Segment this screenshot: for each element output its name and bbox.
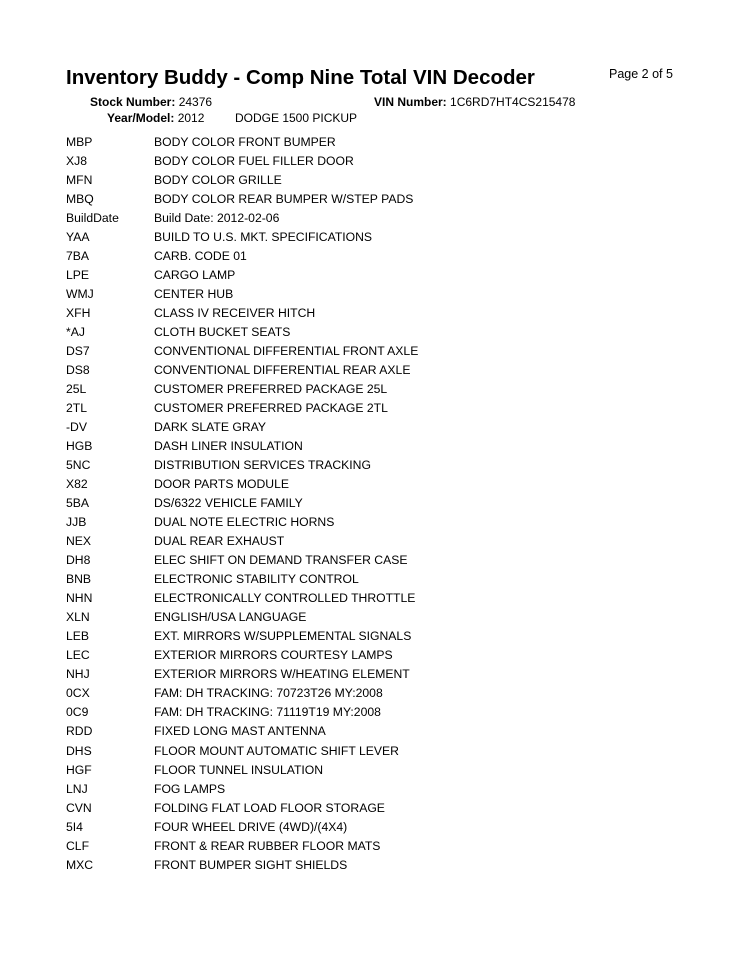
- option-code: MFN: [66, 173, 93, 188]
- option-code: LPE: [66, 268, 90, 283]
- option-description: DISTRIBUTION SERVICES TRACKING: [154, 458, 371, 473]
- option-row: [66, 475, 686, 494]
- option-description: DUAL NOTE ELECTRIC HORNS: [154, 515, 335, 530]
- option-row: [66, 742, 686, 761]
- option-code: 2TL: [66, 401, 88, 416]
- stock-number-label: Stock Number:: [90, 95, 176, 109]
- option-description: FRONT & REAR RUBBER FLOOR MATS: [154, 838, 381, 853]
- option-code: JJB: [66, 515, 87, 530]
- option-code: LEB: [66, 629, 90, 644]
- option-row: [66, 323, 686, 342]
- option-code: MBP: [66, 135, 93, 149]
- option-row: [66, 418, 686, 437]
- option-row: [66, 761, 686, 780]
- option-description: CARB. CODE 01: [154, 249, 247, 264]
- option-code: 0C9: [66, 705, 89, 720]
- option-code: MXC: [66, 857, 94, 872]
- option-code: LNJ: [66, 781, 88, 796]
- option-code: DS7: [66, 344, 90, 359]
- vin-number: [374, 95, 575, 109]
- option-description: DS/6322 VEHICLE FAMILY: [154, 496, 303, 511]
- option-description: FIXED LONG MAST ANTENNA: [154, 724, 326, 739]
- option-row: [66, 646, 686, 665]
- option-code: 7BA: [66, 249, 90, 264]
- option-description: CUSTOMER PREFERRED PACKAGE 25L: [154, 382, 388, 397]
- option-description: DUAL REAR EXHAUST: [154, 534, 285, 549]
- option-row: [66, 722, 686, 741]
- option-description: CENTER HUB: [154, 287, 234, 302]
- option-row: [66, 342, 686, 361]
- option-code: XFH: [66, 306, 91, 321]
- option-description: BODY COLOR REAR BUMPER W/STEP PADS: [154, 192, 414, 207]
- stock-number: [90, 95, 212, 109]
- option-description: FOG LAMPS: [154, 781, 226, 796]
- option-description: FLOOR MOUNT AUTOMATIC SHIFT LEVER: [154, 743, 399, 758]
- option-row: [66, 703, 686, 722]
- vin-number-label: VIN Number:: [374, 95, 447, 109]
- option-row: [66, 152, 686, 171]
- option-row: [66, 494, 686, 513]
- option-row: [66, 285, 686, 304]
- option-description: EXTERIOR MIRRORS COURTESY LAMPS: [154, 648, 393, 663]
- option-description: DARK SLATE GRAY: [154, 420, 266, 435]
- option-description: BODY COLOR FUEL FILLER DOOR: [154, 154, 354, 169]
- option-code: LEC: [66, 648, 90, 663]
- option-code: CVN: [66, 800, 92, 815]
- option-description: BODY COLOR GRILLE: [154, 173, 282, 188]
- option-description: ELECTRONICALLY CONTROLLED THROTTLE: [154, 591, 416, 606]
- option-row: [66, 856, 686, 875]
- option-row: [66, 589, 686, 608]
- option-row: [66, 190, 686, 209]
- option-row: [66, 799, 686, 818]
- option-code: DS8: [66, 363, 90, 378]
- document-title: Inventory Buddy - Comp Nine Total VIN Decoder: [66, 66, 535, 89]
- option-row: [66, 608, 686, 627]
- option-code: HGB: [66, 439, 93, 454]
- option-description: BODY COLOR FRONT BUMPER: [154, 135, 336, 149]
- option-row: [66, 380, 686, 399]
- option-description: EXT. MIRRORS W/SUPPLEMENTAL SIGNALS: [154, 629, 412, 644]
- option-description: FRONT BUMPER SIGHT SHIELDS: [154, 857, 348, 872]
- stock-number-value: 24376: [178, 95, 213, 109]
- option-row: [66, 247, 686, 266]
- option-description: FLOOR TUNNEL INSULATION: [154, 762, 324, 777]
- option-description: DOOR PARTS MODULE: [154, 477, 289, 492]
- page-number: Page 2 of 5: [609, 67, 673, 81]
- option-row: [66, 551, 686, 570]
- option-code: DH8: [66, 553, 91, 568]
- option-description: ELEC SHIFT ON DEMAND TRANSFER CASE: [154, 553, 408, 568]
- option-row: [66, 837, 686, 856]
- option-row: [66, 627, 686, 646]
- option-description: ELECTRONIC STABILITY CONTROL: [154, 572, 359, 587]
- option-row: [66, 818, 686, 837]
- option-row: [66, 228, 686, 247]
- option-row: [66, 266, 686, 285]
- option-code: XLN: [66, 610, 90, 625]
- option-code: MBQ: [66, 192, 94, 207]
- option-description: CONVENTIONAL DIFFERENTIAL FRONT AXLE: [154, 344, 419, 359]
- option-description: Build Date: 2012-02-06: [154, 211, 280, 226]
- option-description: EXTERIOR MIRRORS W/HEATING ELEMENT: [154, 667, 410, 682]
- option-description: FAM: DH TRACKING: 71119T19 MY:2008: [154, 705, 381, 720]
- option-code: XJ8: [66, 154, 88, 169]
- option-code: HGF: [66, 762, 92, 777]
- option-row: [66, 399, 686, 418]
- option-code: BuildDate: [66, 211, 119, 226]
- option-code-list: [66, 133, 686, 875]
- option-row: [66, 665, 686, 684]
- year-model: [107, 111, 204, 125]
- option-description: FOLDING FLAT LOAD FLOOR STORAGE: [154, 800, 385, 815]
- option-code: 5I4: [66, 819, 83, 834]
- option-row: [66, 570, 686, 589]
- option-code: WMJ: [66, 287, 94, 302]
- option-row: [66, 209, 686, 228]
- option-description: CONVENTIONAL DIFFERENTIAL REAR AXLE: [154, 363, 411, 378]
- option-code: CLF: [66, 838, 90, 853]
- option-row: [66, 684, 686, 703]
- option-row: [66, 171, 686, 190]
- option-code: NHN: [66, 591, 93, 606]
- option-row: [66, 456, 686, 475]
- option-description: DASH LINER INSULATION: [154, 439, 303, 454]
- option-code: -DV: [66, 420, 87, 435]
- option-code: X82: [66, 477, 88, 492]
- option-code: 0CX: [66, 686, 90, 701]
- option-description: CLOTH BUCKET SEATS: [154, 325, 291, 340]
- year-value: 2012: [177, 111, 205, 125]
- vin-number-value: 1C6RD7HT4CS215478: [450, 95, 576, 109]
- option-row: [66, 513, 686, 532]
- option-row: [66, 437, 686, 456]
- option-description: ENGLISH/USA LANGUAGE: [154, 610, 307, 625]
- option-row: [66, 361, 686, 380]
- option-code: DHS: [66, 743, 92, 758]
- option-description: CUSTOMER PREFERRED PACKAGE 2TL: [154, 401, 388, 416]
- option-code: RDD: [66, 724, 93, 739]
- option-row: [66, 304, 686, 323]
- option-row: [66, 780, 686, 799]
- option-code: YAA: [66, 230, 90, 245]
- option-description: FAM: DH TRACKING: 70723T26 MY:2008: [154, 686, 383, 701]
- option-row: [66, 532, 686, 551]
- option-description: CARGO LAMP: [154, 268, 236, 283]
- option-code: BNB: [66, 572, 92, 587]
- option-description: FOUR WHEEL DRIVE (4WD)/(4X4): [154, 819, 348, 834]
- option-code: 5BA: [66, 496, 90, 511]
- option-description: CLASS IV RECEIVER HITCH: [154, 306, 316, 321]
- option-code: 25L: [66, 382, 87, 397]
- option-code: NHJ: [66, 667, 90, 682]
- year-model-label: Year/Model:: [107, 111, 175, 125]
- option-description: BUILD TO U.S. MKT. SPECIFICATIONS: [154, 230, 373, 245]
- option-row: [66, 133, 686, 152]
- option-code: *AJ: [66, 325, 85, 340]
- model-value: DODGE 1500 PICKUP: [235, 111, 358, 125]
- option-code: 5NC: [66, 458, 91, 473]
- option-code: NEX: [66, 534, 92, 549]
